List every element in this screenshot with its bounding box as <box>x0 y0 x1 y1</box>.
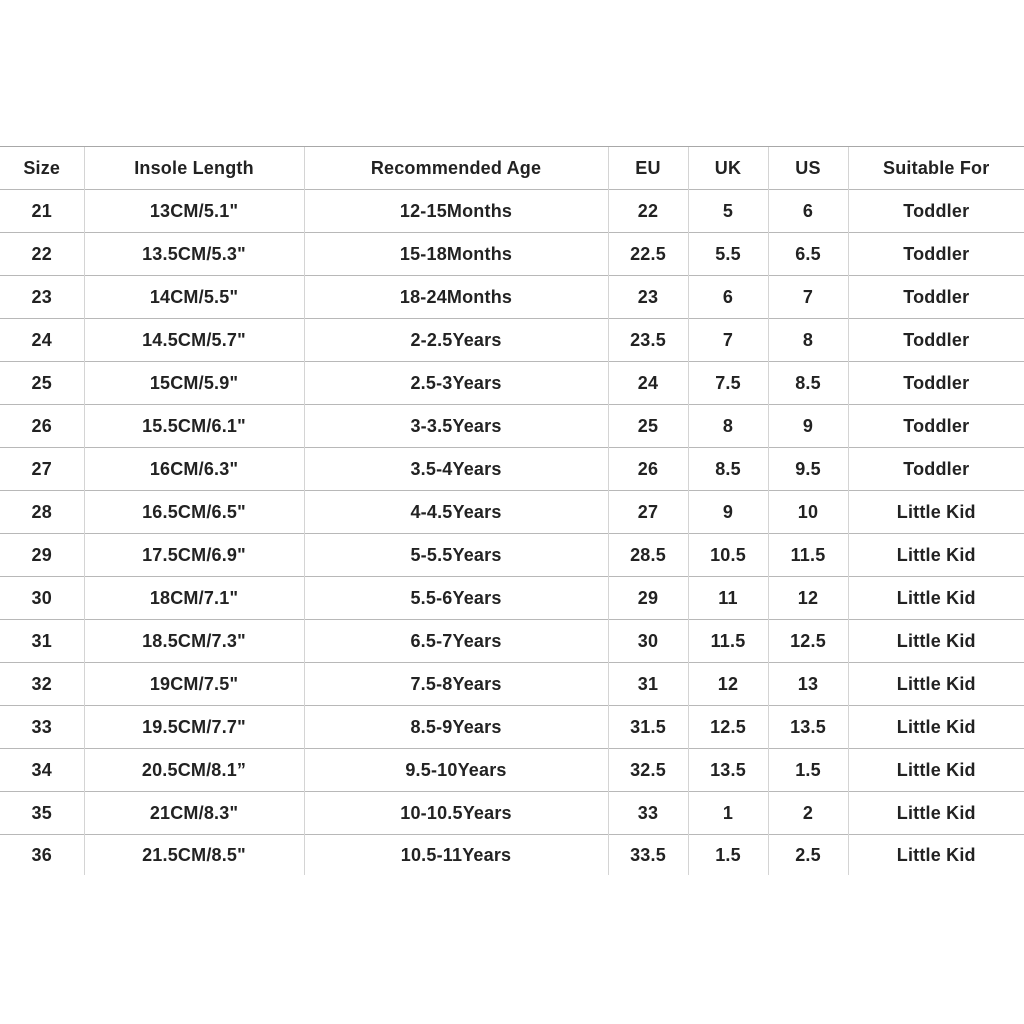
cell-insole-length: 14CM/5.5" <box>84 276 304 319</box>
cell-recommended-age: 2.5-3Years <box>304 362 608 405</box>
table-row <box>0 405 1024 448</box>
cell-insole-length: 13.5CM/5.3" <box>84 233 304 276</box>
cell-insole-length: 15CM/5.9" <box>84 362 304 405</box>
size-chart-table <box>0 146 1024 875</box>
cell-size: 36 <box>0 835 84 876</box>
cell-suitable-for: Toddler <box>848 448 1024 491</box>
cell-us: 6 <box>768 190 848 233</box>
cell-us: 9 <box>768 405 848 448</box>
table-row <box>0 491 1024 534</box>
table-row <box>0 663 1024 706</box>
cell-suitable-for: Little Kid <box>848 491 1024 534</box>
cell-insole-length: 16.5CM/6.5" <box>84 491 304 534</box>
table-row <box>0 749 1024 792</box>
cell-us: 6.5 <box>768 233 848 276</box>
cell-uk: 7.5 <box>688 362 768 405</box>
cell-suitable-for: Little Kid <box>848 620 1024 663</box>
header-us: US <box>768 147 848 190</box>
header-recommended-age: Recommended Age <box>304 147 608 190</box>
cell-suitable-for: Toddler <box>848 405 1024 448</box>
cell-us: 13.5 <box>768 706 848 749</box>
cell-suitable-for: Little Kid <box>848 663 1024 706</box>
cell-uk: 13.5 <box>688 749 768 792</box>
cell-insole-length: 15.5CM/6.1" <box>84 405 304 448</box>
cell-size: 29 <box>0 534 84 577</box>
cell-size: 27 <box>0 448 84 491</box>
header-row <box>0 147 1024 190</box>
cell-us: 1.5 <box>768 749 848 792</box>
cell-us: 12.5 <box>768 620 848 663</box>
cell-recommended-age: 5-5.5Years <box>304 534 608 577</box>
cell-suitable-for: Toddler <box>848 276 1024 319</box>
cell-us: 13 <box>768 663 848 706</box>
table-row <box>0 190 1024 233</box>
cell-size: 35 <box>0 792 84 835</box>
cell-insole-length: 17.5CM/6.9" <box>84 534 304 577</box>
cell-eu: 31.5 <box>608 706 688 749</box>
cell-suitable-for: Toddler <box>848 190 1024 233</box>
cell-size: 26 <box>0 405 84 448</box>
cell-suitable-for: Little Kid <box>848 792 1024 835</box>
cell-recommended-age: 15-18Months <box>304 233 608 276</box>
cell-uk: 12.5 <box>688 706 768 749</box>
cell-uk: 5 <box>688 190 768 233</box>
table-row <box>0 362 1024 405</box>
cell-size: 31 <box>0 620 84 663</box>
cell-eu: 26 <box>608 448 688 491</box>
cell-us: 10 <box>768 491 848 534</box>
cell-us: 12 <box>768 577 848 620</box>
table-row <box>0 534 1024 577</box>
cell-uk: 12 <box>688 663 768 706</box>
header-uk: UK <box>688 147 768 190</box>
table-row <box>0 792 1024 835</box>
cell-uk: 8 <box>688 405 768 448</box>
table-row <box>0 276 1024 319</box>
cell-recommended-age: 3.5-4Years <box>304 448 608 491</box>
cell-eu: 32.5 <box>608 749 688 792</box>
cell-uk: 5.5 <box>688 233 768 276</box>
cell-us: 8.5 <box>768 362 848 405</box>
cell-size: 28 <box>0 491 84 534</box>
cell-size: 34 <box>0 749 84 792</box>
cell-size: 25 <box>0 362 84 405</box>
cell-recommended-age: 8.5-9Years <box>304 706 608 749</box>
cell-recommended-age: 10.5-11Years <box>304 835 608 876</box>
cell-size: 33 <box>0 706 84 749</box>
header-eu: EU <box>608 147 688 190</box>
cell-us: 2.5 <box>768 835 848 876</box>
cell-us: 9.5 <box>768 448 848 491</box>
cell-recommended-age: 5.5-6Years <box>304 577 608 620</box>
cell-uk: 10.5 <box>688 534 768 577</box>
cell-size: 23 <box>0 276 84 319</box>
cell-insole-length: 19CM/7.5" <box>84 663 304 706</box>
cell-suitable-for: Little Kid <box>848 835 1024 876</box>
cell-eu: 22.5 <box>608 233 688 276</box>
cell-eu: 25 <box>608 405 688 448</box>
cell-insole-length: 18.5CM/7.3" <box>84 620 304 663</box>
cell-insole-length: 18CM/7.1" <box>84 577 304 620</box>
cell-recommended-age: 2-2.5Years <box>304 319 608 362</box>
cell-eu: 33 <box>608 792 688 835</box>
cell-recommended-age: 6.5-7Years <box>304 620 608 663</box>
cell-suitable-for: Little Kid <box>848 534 1024 577</box>
cell-insole-length: 21.5CM/8.5" <box>84 835 304 876</box>
cell-recommended-age: 12-15Months <box>304 190 608 233</box>
cell-recommended-age: 3-3.5Years <box>304 405 608 448</box>
cell-recommended-age: 7.5-8Years <box>304 663 608 706</box>
cell-insole-length: 20.5CM/8.1” <box>84 749 304 792</box>
cell-size: 21 <box>0 190 84 233</box>
header-insole-length: Insole Length <box>84 147 304 190</box>
cell-eu: 29 <box>608 577 688 620</box>
table-row <box>0 577 1024 620</box>
cell-eu: 30 <box>608 620 688 663</box>
cell-eu: 23 <box>608 276 688 319</box>
cell-recommended-age: 9.5-10Years <box>304 749 608 792</box>
table-row <box>0 835 1024 876</box>
cell-us: 8 <box>768 319 848 362</box>
cell-suitable-for: Little Kid <box>848 706 1024 749</box>
cell-insole-length: 16CM/6.3" <box>84 448 304 491</box>
table-row <box>0 233 1024 276</box>
cell-eu: 24 <box>608 362 688 405</box>
table-row <box>0 620 1024 663</box>
cell-suitable-for: Toddler <box>848 233 1024 276</box>
cell-eu: 31 <box>608 663 688 706</box>
header-size: Size <box>0 147 84 190</box>
table-row <box>0 706 1024 749</box>
cell-eu: 27 <box>608 491 688 534</box>
cell-suitable-for: Toddler <box>848 319 1024 362</box>
header-suitable-for: Suitable For <box>848 147 1024 190</box>
cell-recommended-age: 4-4.5Years <box>304 491 608 534</box>
cell-suitable-for: Little Kid <box>848 577 1024 620</box>
cell-insole-length: 13CM/5.1" <box>84 190 304 233</box>
cell-insole-length: 21CM/8.3" <box>84 792 304 835</box>
cell-eu: 23.5 <box>608 319 688 362</box>
cell-uk: 7 <box>688 319 768 362</box>
cell-eu: 33.5 <box>608 835 688 876</box>
cell-recommended-age: 18-24Months <box>304 276 608 319</box>
cell-uk: 1 <box>688 792 768 835</box>
cell-eu: 22 <box>608 190 688 233</box>
cell-size: 32 <box>0 663 84 706</box>
cell-suitable-for: Toddler <box>848 362 1024 405</box>
cell-eu: 28.5 <box>608 534 688 577</box>
cell-uk: 1.5 <box>688 835 768 876</box>
cell-suitable-for: Little Kid <box>848 749 1024 792</box>
cell-uk: 11 <box>688 577 768 620</box>
cell-uk: 8.5 <box>688 448 768 491</box>
table-row <box>0 319 1024 362</box>
cell-insole-length: 19.5CM/7.7" <box>84 706 304 749</box>
cell-us: 7 <box>768 276 848 319</box>
cell-us: 11.5 <box>768 534 848 577</box>
cell-recommended-age: 10-10.5Years <box>304 792 608 835</box>
cell-size: 24 <box>0 319 84 362</box>
cell-us: 2 <box>768 792 848 835</box>
table-row <box>0 448 1024 491</box>
cell-uk: 6 <box>688 276 768 319</box>
cell-insole-length: 14.5CM/5.7" <box>84 319 304 362</box>
cell-uk: 9 <box>688 491 768 534</box>
cell-size: 30 <box>0 577 84 620</box>
cell-uk: 11.5 <box>688 620 768 663</box>
cell-size: 22 <box>0 233 84 276</box>
